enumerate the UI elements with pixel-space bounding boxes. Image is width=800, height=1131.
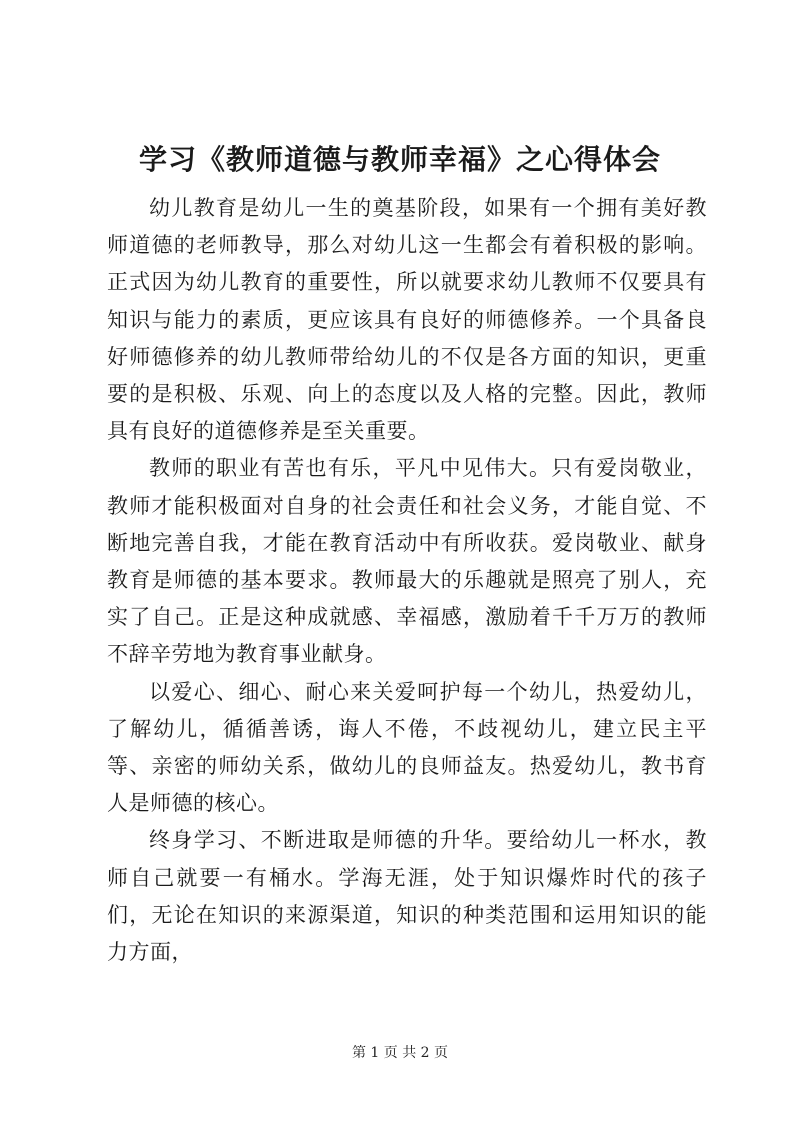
- paragraph-4: 终身学习、不断进取是师德的升华。要给幼儿一杯水，教师自己就要一有桶水。学海无涯，处于知识爆炸时代的孩子们，无论在知识的来源渠道，知识的种类范围和运用知识的能力方面，: [107, 828, 707, 965]
- paragraph-1: 幼儿教育是幼儿一生的奠基阶段，如果有一个拥有美好教师道德的老师教导，那么对幼儿这一生都会有着积极的影响。正式因为幼儿教育的重要性，所以就要求幼儿教师不仅要具有知识与能力的素质，更应该具有良好的师德修养。一个具备良好师德修养的幼儿教师带给幼儿的不仅是各方面的知识，更重要的是积极、乐观、向上的态度以及人格的完整。因此，教师具有良好的道德修养是至关重要。: [107, 196, 707, 444]
- document-body: [107, 190, 707, 971]
- paragraph-3: 以爱心、细心、耐心来关爱呵护每一个幼儿，热爱幼儿，了解幼儿，循循善诱，诲人不倦，不歧视幼儿，建立民主平等、亲密的师幼关系，做幼儿的良师益友。热爱幼儿，教书育人是师德的核心。: [107, 679, 707, 816]
- document-title: 学习《教师道德与教师幸福》之心得体会: [138, 143, 661, 176]
- page-number-footer: 第 1 页 共 2 页: [351, 1045, 449, 1061]
- paragraph-2: 教师的职业有苦也有乐，平凡中见伟大。只有爱岗敬业，教师才能积极面对自身的社会责任和社会义务，才能自觉、不断地完善自我，才能在教育活动中有所收获。爱岗敬业、献身教育是师德的基本要求。教师最大的乐趣就是照亮了别人，充实了自己。正是这种成就感、幸福感，激励着千千万万的教师不辞辛劳地为教育事业献身。: [107, 456, 707, 667]
